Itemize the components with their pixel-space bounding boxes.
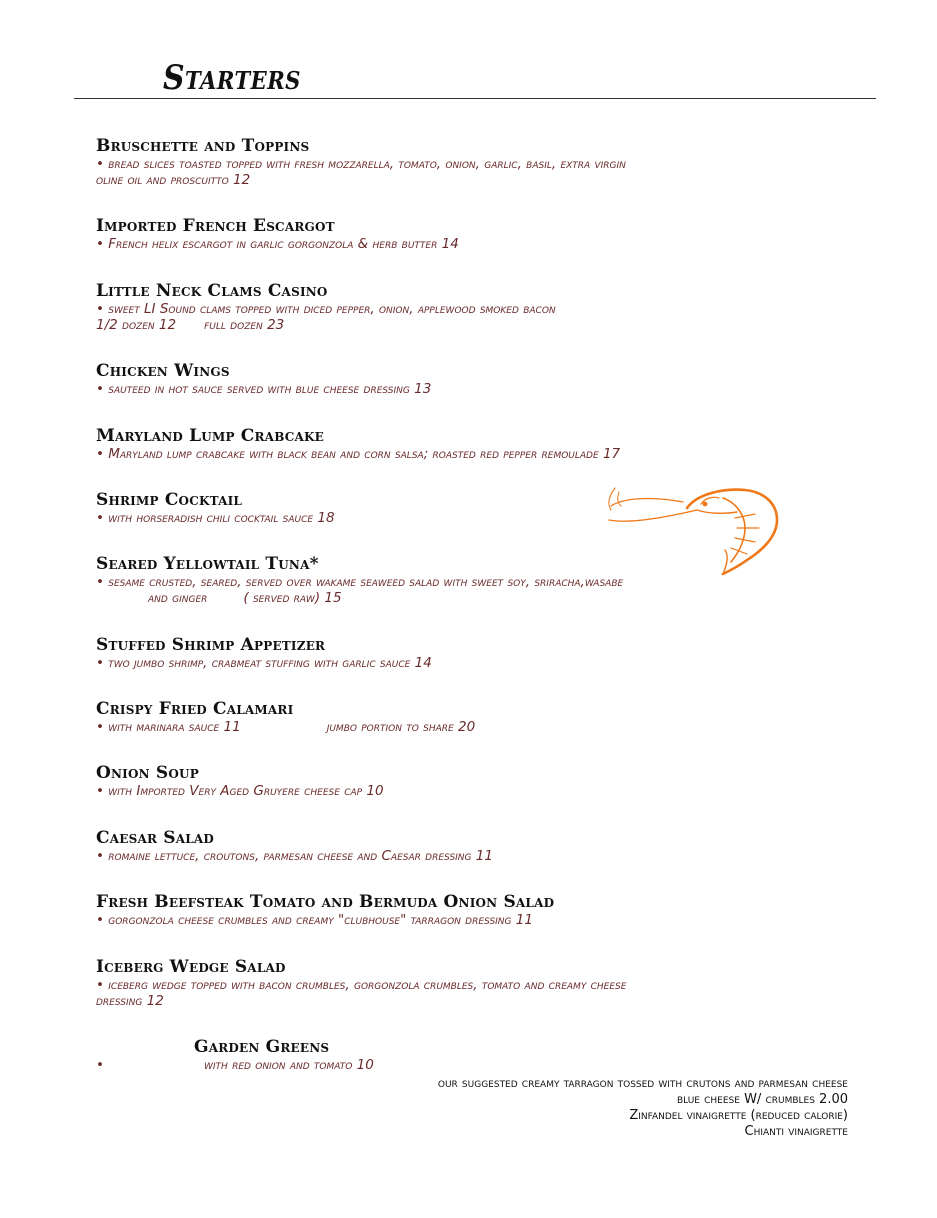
- item-description: • sesame crusted, seared, served over wakame seaweed salad with sweet soy, sriracha,wasabe: [96, 574, 624, 590]
- item-name: Maryland Lump Crabcake: [96, 426, 324, 446]
- garden-desc: with red onion and tomato 10: [203, 1057, 374, 1073]
- menu-item-garden-greens: [96, 1037, 886, 1073]
- menu-item: [96, 763, 886, 799]
- item-description: • with horseradish chili cocktail sauce 18: [96, 510, 335, 526]
- item-description: • sweet LI Sound clams topped with diced pepper, onion, applewood smoked bacon: [96, 301, 556, 317]
- full-dozen-price: full dozen 23: [204, 317, 285, 333]
- item-description: • sauteed in hot sauce served with blue cheese dressing 13: [96, 381, 432, 397]
- bullet: •: [96, 1057, 104, 1073]
- item-description: • gorgonzola cheese crumbles and creamy "clubhouse" tarragon dressing 11: [96, 912, 533, 928]
- item-description-cont: [96, 590, 886, 606]
- menu-item: [96, 699, 886, 735]
- dressing-options: [438, 1076, 848, 1140]
- item-description: [96, 1057, 886, 1073]
- item-name: Caesar Salad: [96, 828, 214, 848]
- item-description: • French helix escargot in garlic gorgonzola & herb butter 14: [96, 236, 459, 252]
- regular-portion: • with marinara sauce 11: [96, 719, 241, 735]
- item-description: • romaine lettuce, croutons, parmesan cheese and Caesar dressing 11: [96, 848, 493, 864]
- item-name: Crispy Fried Calamari: [96, 699, 294, 719]
- item-name: Shrimp Cocktail: [96, 490, 243, 510]
- desc-continuation: and ginger: [148, 590, 208, 606]
- item-description: oline oil and proscuitto 12: [96, 172, 251, 188]
- dressing-option: Zinfandel vinaigrette (reduced calorie): [629, 1108, 848, 1123]
- title-divider: [74, 98, 876, 99]
- item-price-line: [96, 719, 886, 735]
- item-name: Little Neck Clams Casino: [96, 281, 328, 301]
- item-description: dressing 12: [96, 993, 164, 1009]
- dressing-option: blue cheese W/ crumbles 2.00: [676, 1092, 848, 1107]
- menu-item: [96, 216, 886, 252]
- half-dozen-price: 1/2 dozen 12: [96, 317, 177, 333]
- item-name: Chicken Wings: [96, 361, 230, 381]
- raw-note: ( served raw) 15: [243, 590, 342, 606]
- item-description: • bread slices toasted topped with fresh mozzarella, tomato, onion, garlic, basil, extra virgin: [96, 156, 626, 172]
- jumbo-portion: jumbo portion to share 20: [326, 719, 476, 735]
- menu-item: [96, 892, 886, 928]
- menu-item: [96, 957, 886, 1009]
- item-name: Bruschette and Toppins: [96, 136, 310, 156]
- menu-item: [96, 361, 886, 397]
- item-name: Seared Yellowtail Tuna*: [96, 554, 319, 574]
- menu-item: [96, 136, 886, 188]
- dressing-suggestion: our suggested creamy tarragon tossed with crutons and parmesan cheese: [437, 1076, 848, 1091]
- item-description: • two jumbo shrimp, crabmeat stuffing with garlic sauce 14: [96, 655, 432, 671]
- item-description: • iceberg wedge topped with bacon crumbles, gorgonzola crumbles, tomato and creamy cheese: [96, 977, 627, 993]
- item-name: Garden Greens: [194, 1037, 330, 1057]
- item-name: Iceberg Wedge Salad: [96, 957, 286, 977]
- menu-item: [96, 828, 886, 864]
- item-name: Stuffed Shrimp Appetizer: [96, 635, 326, 655]
- item-description: • Maryland lump crabcake with black bean and corn salsa; roasted red pepper remoulade 17: [96, 446, 621, 462]
- menu-item: [96, 426, 886, 462]
- item-price-line: [96, 317, 886, 333]
- menu-item: [96, 635, 886, 671]
- item-name: Fresh Beefsteak Tomato and Bermuda Onion Salad: [96, 892, 555, 912]
- item-name: Imported French Escargot: [96, 216, 335, 236]
- shrimp-illustration: [605, 484, 785, 576]
- menu-item: [96, 281, 886, 333]
- page-title: Starters: [163, 58, 301, 98]
- item-name: Onion Soup: [96, 763, 199, 783]
- item-description: • with Imported Very Aged Gruyere cheese cap 10: [96, 783, 384, 799]
- dressing-option: Chianti vinaigrette: [744, 1124, 848, 1139]
